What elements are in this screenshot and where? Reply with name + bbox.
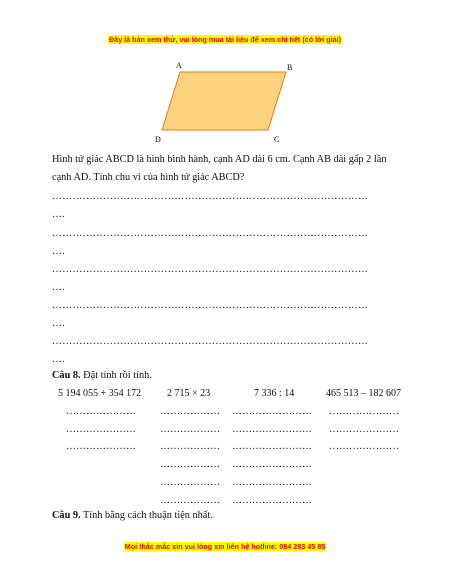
answer-dots-line: ………………………………………………………………………………… [52,191,369,202]
preview-notice-text: Đây là bản xem thử, vui lòng mua tài liệu để xem chi tiết (có lời giải) [109,35,341,44]
work-dots: ………………… [66,406,136,417]
problem-text-line-2: cạnh AD. Tính chu vi của hình tứ giác ABCD? [52,172,245,183]
work-dots: …………………… [232,424,312,435]
question-9-heading [52,510,213,521]
vertex-label-c: C [274,135,280,144]
work-dots: …………………… [232,495,312,506]
answer-dots-line: ………………………………………………………………………………… [52,300,369,311]
hotline-text: Mọi thắc mắc xin vui lòng xin liên hệ hotline: 084 283 45 85 [124,542,326,551]
work-dots: ………………… [66,441,136,452]
parallelogram-shape [162,72,286,130]
work-dots: …………………… [232,406,312,417]
question-8-text: Đặt tính rồi tính. [80,370,152,381]
work-dots: ……………… [160,477,220,488]
problem-text-line-1: Hình tứ giác ABCD là hình bình hành, cạnh AD dài 6 cm. Cạnh AB dài gấp 2 lần [52,154,387,165]
work-dots: ……………… [160,424,220,435]
preview-notice-banner [0,29,450,47]
work-dots: ……………… [160,459,220,470]
operation-3: 7 336 : 14 [254,388,295,399]
work-dots: ………………… [329,441,399,452]
work-dots: ……………… [160,495,220,506]
answer-dots-end: …. [52,209,65,220]
answer-dots-end: …. [52,246,65,257]
operation-4: 465 513 – 182 607 [326,388,401,399]
parallelogram-figure [150,60,300,145]
vertex-label-d: D [155,135,161,144]
hotline-banner [0,536,450,554]
answer-dots-line: ………………………………………………………………………………… [52,336,369,347]
vertex-label-a: A [176,61,182,70]
answer-dots-line: ………………………………………………………………………………… [52,264,369,275]
work-dots: ………………… [329,424,399,435]
work-dots: ……………… [160,406,220,417]
operation-1: 5 194 055 + 354 172 [58,388,142,399]
answer-dots-end: …. [52,282,65,293]
answer-dots-end: …. [52,354,65,365]
operation-2: 2 715 × 23 [167,388,211,399]
question-9-text: Tính bằng cách thuận tiện nhất. [80,510,213,521]
question-9-label: Câu 9. [52,510,81,521]
work-dots: ……………… [160,441,220,452]
work-dots: …………………… [232,441,312,452]
answer-dots-line: ………………………………………………………………………………… [52,228,369,239]
work-dots: ………………… [66,424,136,435]
work-dots: …………………… [232,459,312,470]
vertex-label-b: B [287,63,293,72]
question-8-label: Câu 8. [52,370,81,381]
work-dots: ………………… [329,406,399,417]
question-8-heading [52,370,152,381]
answer-dots-end: …. [52,318,65,329]
work-dots: …………………… [232,477,312,488]
